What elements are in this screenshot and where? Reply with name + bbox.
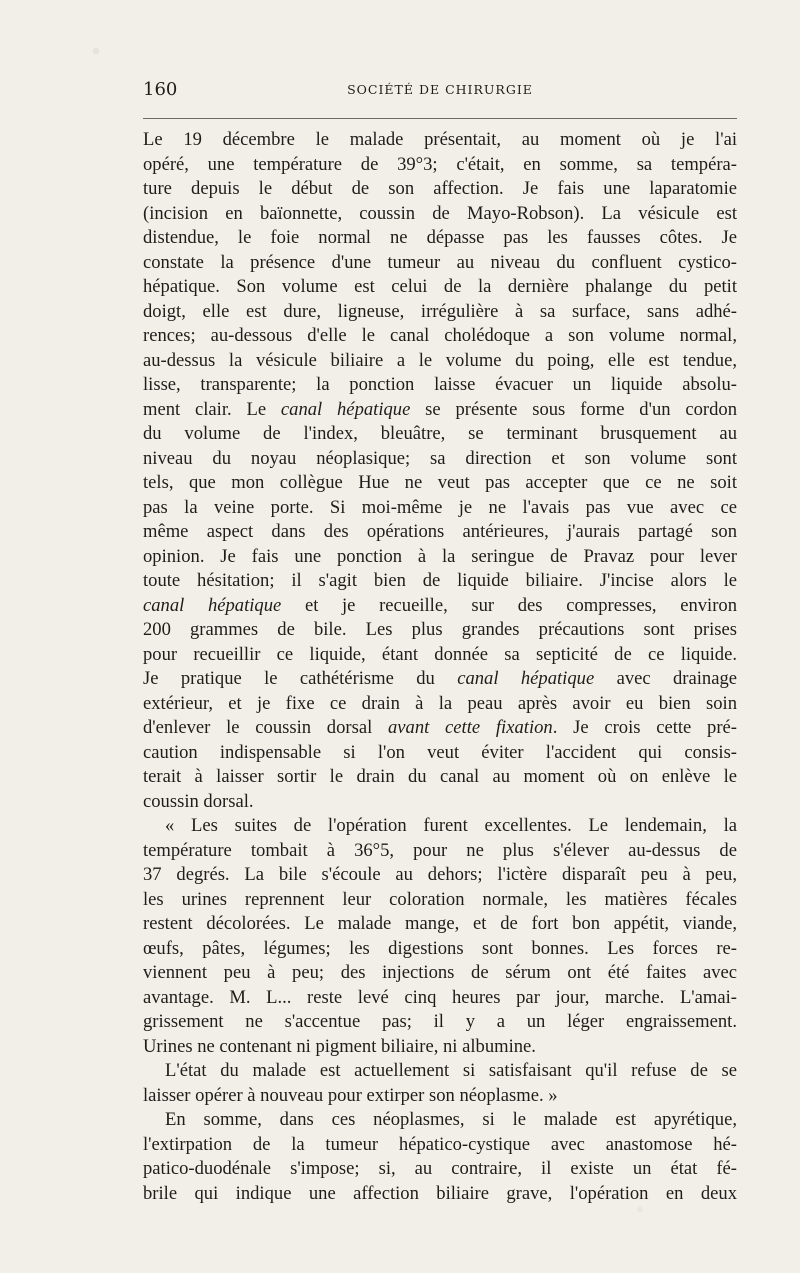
- text-line: l'extirpation de la tumeur hépatico-cystique avec anastomose hé-: [143, 1133, 737, 1155]
- text-line: avantage. M. L... reste levé cinq heures par jour, marche. L'amai-: [143, 986, 737, 1008]
- text-line: grissement ne s'accentue pas; il y a un léger engraissement.: [143, 1011, 737, 1032]
- page-header: [143, 79, 737, 101]
- text-line: Je pratique le cathétérisme du canal hépatique avec drainage: [143, 668, 737, 689]
- text-line: L'état du malade est actuellement si satisfaisant qu'il refuse de se: [165, 1060, 737, 1081]
- text-line: ture depuis le début de son affection. Je fais une laparatomie: [143, 178, 737, 199]
- text-line: niveau du noyau néoplasique; sa direction et son volume sont: [143, 447, 737, 469]
- text-line: « Les suites de l'opération furent excellentes. Le lendemain, la: [165, 815, 737, 836]
- header-rule: [143, 118, 737, 119]
- text-line: les urines reprennent leur coloration normale, les matières fécales: [143, 888, 737, 910]
- text-line: brile qui indique une affection biliaire grave, l'opération en deux: [143, 1182, 737, 1204]
- text-line: doigt, elle est dure, ligneuse, irrégulière à sa surface, sans adhé-: [143, 300, 737, 322]
- text-line: viennent peu à peu; des injections de sérum ont été faites avec: [143, 962, 737, 983]
- text-line: 37 degrés. La bile s'écoule au dehors; l'ictère disparaît peu à peu,: [143, 864, 737, 885]
- text-line: canal hépatique et je recueille, sur des compresses, environ: [143, 594, 738, 616]
- emphasis-text: canal hépatique: [143, 594, 282, 616]
- text-line: température tombait à 36°5, pour ne plus s'élever au-dessus de: [143, 839, 737, 861]
- text-line: opinion. Je fais une ponction à la seringue de Pravaz pour lever: [143, 545, 737, 567]
- text-line: (incision en baïonnette, coussin de Mayo-Robson). La vésicule est: [143, 202, 737, 224]
- text-line: distendue, le foie normal ne dépasse pas les fausses côtes. Je: [143, 227, 737, 248]
- text-line: d'enlever le coussin dorsal avant cette fixation. Je crois cette pré-: [143, 717, 737, 738]
- text-line: hépatique. Son volume est celui de la dernière phalange du petit: [143, 276, 737, 297]
- text-line: 200 grammes de bile. Les plus grandes précautions sont prises: [143, 619, 737, 640]
- text-line: patico-duodénale s'impose; si, au contraire, il existe un état fé-: [143, 1158, 737, 1179]
- text-line: ment clair. Le canal hépatique se présente sous forme d'un cordon: [143, 398, 737, 420]
- text-line: pas la veine porte. Si moi-même je ne l'avais pas vue avec ce: [143, 496, 737, 518]
- text-line: toute hésitation; il s'agit bien de liquide biliaire. J'incise alors le: [143, 570, 737, 591]
- body-text: [143, 128, 737, 1206]
- text-line: au-dessus la vésicule biliaire a le volume du poing, elle est tendue,: [143, 349, 737, 371]
- text-line: restent décolorées. Le malade mange, et de fort bon appétit, viande,: [143, 913, 737, 934]
- text-line: constate la présence d'une tumeur au niveau du confluent cystico-: [143, 251, 737, 273]
- text-line: lisse, transparente; la ponction laisse évacuer un liquide absolu-: [143, 374, 737, 395]
- emphasis-text: canal hépatique: [280, 398, 411, 420]
- text-line: Le 19 décembre le malade présentait, au moment où je l'ai: [143, 129, 737, 150]
- emphasis-text: avant cette fixation: [388, 717, 553, 738]
- text-line: tels, que mon collègue Hue ne veut pas accepter que ce ne soit: [143, 472, 737, 493]
- emphasis-text: canal hépatique: [457, 668, 595, 689]
- text-line: rences; au-dessous d'elle le canal cholédoque a son volume normal,: [143, 325, 737, 346]
- page-number: 160: [143, 79, 178, 100]
- text-line: Urines ne contenant ni pigment biliaire, ni albumine.: [143, 1035, 536, 1057]
- text-line: caution indispensable si l'on veut éviter l'accident qui consis-: [143, 741, 737, 763]
- text-line: même aspect dans des opérations antérieures, j'aurais partagé son: [143, 521, 737, 542]
- running-title: SOCIÉTÉ DE CHIRURGIE: [347, 82, 533, 97]
- text-line: extérieur, et je fixe ce drain à la peau après avoir eu bien soin: [143, 692, 737, 714]
- text-line: laisser opérer à nouveau pour extirper son néoplasme. »: [143, 1084, 558, 1106]
- text-line: En somme, dans ces néoplasmes, si le malade est apyrétique,: [165, 1109, 737, 1130]
- text-line: pour recueillir ce liquide, étant donnée sa septicité de ce liquide.: [143, 643, 737, 665]
- text-line: coussin dorsal.: [143, 790, 254, 812]
- text-line: terait à laisser sortir le drain du canal au moment où on enlève le: [143, 766, 737, 787]
- text-line: œufs, pâtes, légumes; les digestions sont bonnes. Les forces re-: [143, 937, 737, 959]
- text-line: du volume de l'index, bleuâtre, se terminant brusquement au: [143, 423, 737, 444]
- text-line: opéré, une température de 39°3; c'était, en somme, sa tempéra-: [143, 153, 737, 175]
